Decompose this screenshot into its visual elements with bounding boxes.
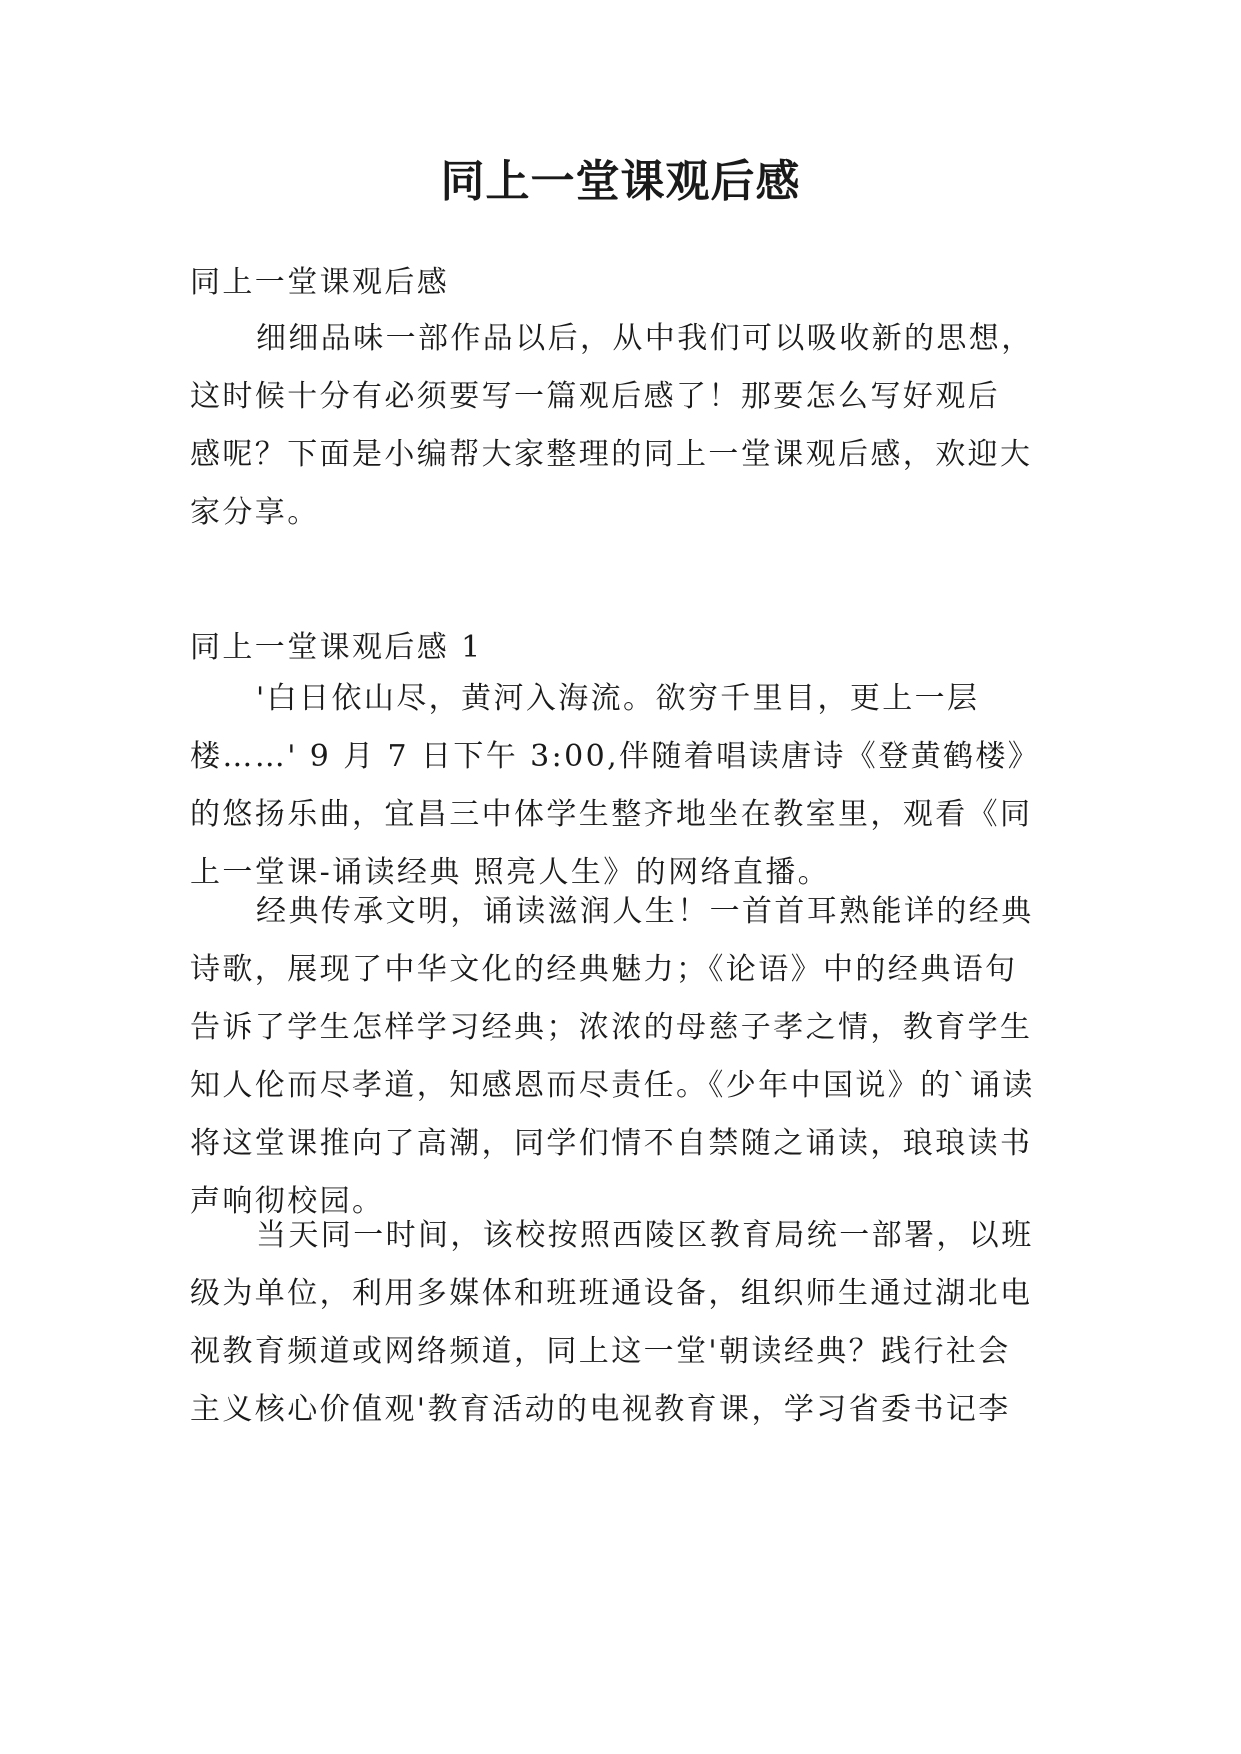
paragraph-line: 家分享。 [190,495,320,530]
paragraph-line: 细细品味一部作品以后，从中我们可以吸收新的思想， [256,321,1034,356]
intro-heading-block [190,254,1050,312]
intro-paragraph [190,310,1050,542]
paragraph-line: 这时候十分有必须要写一篇观后感了！那要怎么写好观后 [190,379,1000,414]
paragraph-line: 诗歌，展现了中华文化的经典魅力；《论语》中的经典语句 [190,952,1018,987]
paragraph-line: 当天同一时间，该校按照西陵区教育局统一部署，以班 [256,1218,1034,1253]
paragraph-line: 级为单位，利用多媒体和班班通设备，组织师生通过湖北电 [190,1276,1033,1311]
paragraph-line: 将这堂课推向了高潮，同学们情不自禁随之诵读，琅琅读书 [190,1126,1033,1161]
section1-paragraph-1 [190,670,1050,902]
paragraph-line: '白日依山尽，黄河入海流。欲穷千里目，更上一层 [256,681,980,716]
paragraph-line: 感呢？下面是小编帮大家整理的同上一堂课观后感，欢迎大 [190,437,1033,472]
section1-heading: 同上一堂课观后感 1 [190,630,483,665]
document-title: 同上一堂课观后感 [440,156,801,207]
paragraph-line: 经典传承文明，诵读滋润人生！一首首耳熟能详的经典 [256,894,1034,929]
section1-paragraph-3 [190,1207,1050,1439]
intro-heading: 同上一堂课观后感 [190,265,450,300]
paragraph-line: 楼……' 9 月 7 日下午 3:00,伴随着唱读唐诗《登黄鹤楼》 [190,739,1041,774]
paragraph-line: 告诉了学生怎样学习经典；浓浓的母慈子孝之情，教育学生 [190,1010,1033,1045]
paragraph-line: 声响彻校园。 [190,1184,385,1219]
paragraph-line: 知人伦而尽孝道，知感恩而尽责任。《少年中国说》的`诵读 [190,1068,1035,1103]
paragraph-line: 上一堂课-诵读经典 照亮人生》的网络直播。 [190,855,831,890]
paragraph-line: 视教育频道或网络频道，同上这一堂'朝读经典？践行社会 [190,1334,1011,1369]
section1-heading-block [190,619,1050,677]
paragraph-line: 主义核心价值观'教育活动的电视教育课，学习省委书记李 [190,1392,1011,1427]
section1-paragraph-2 [190,883,1050,1231]
paragraph-line: 的悠扬乐曲，宜昌三中体学生整齐地坐在教室里，观看《同 [190,797,1033,832]
